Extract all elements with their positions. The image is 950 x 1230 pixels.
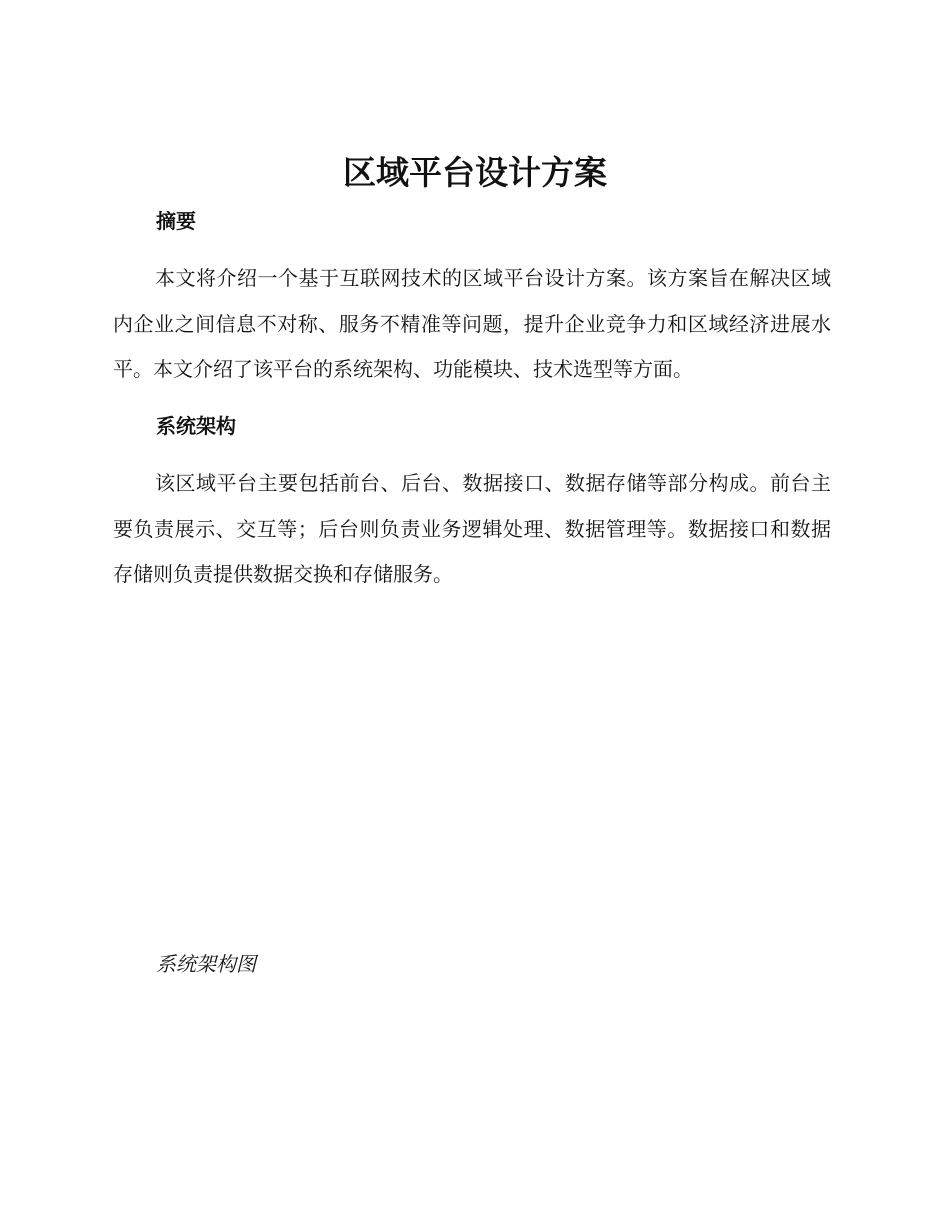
section-heading-abstract: 摘要 — [156, 209, 196, 233]
figure-area — [113, 600, 831, 940]
paragraph-system-architecture: 该区域平台主要包括前台、后台、数据接口、数据存储等部分构成。前台主要负责展示、交互等；后台则负责业务逻辑处理、数据管理等。数据接口和数据存储则负责提供数据交换和存储服务。 — [113, 471, 831, 586]
page-title: 区域平台设计方案 — [343, 153, 607, 192]
section-heading-system-architecture: 系统架构 — [156, 414, 236, 438]
figure-caption: 系统架构图 — [156, 952, 256, 976]
paragraph-abstract: 本文将介绍一个基于互联网技术的区域平台设计方案。该方案旨在解决区域内企业之间信息不对称、服务不精准等问题，提升企业竞争力和区域经济进展水平。本文介绍了该平台的系统架构、功能模块、技术选型等方面。 — [113, 266, 831, 381]
